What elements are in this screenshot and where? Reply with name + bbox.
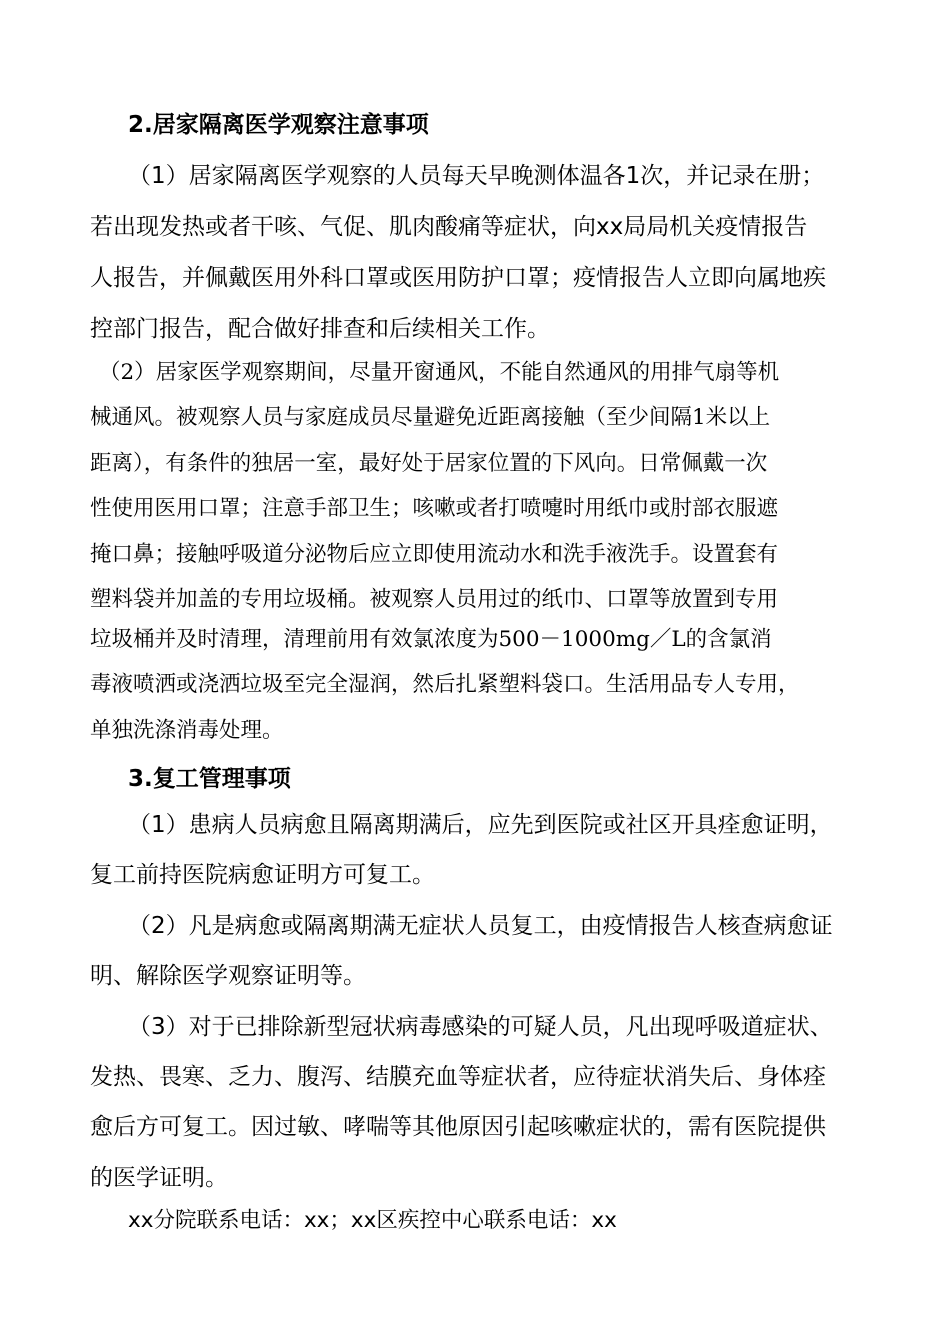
section-2-heading: 2.居家隔离医学观察注意事项 [128, 112, 429, 138]
s3-p3-line-4: 的医学证明。 [90, 1165, 228, 1191]
s2-p2-line-1: （2）居家医学观察期间，尽量开窗通风，不能自然通风的用排气扇等机 [99, 360, 780, 385]
s2-p2-line-2: 械通风。被观察人员与家庭成员尽量避免近距离接触（至少间隔1米以上 [90, 405, 771, 430]
s2-p2-line-4: 性使用医用口罩；注意手部卫生；咳嗽或者打喷嚏时用纸巾或肘部衣服遮 [90, 496, 779, 521]
s3-p3-line-3: 愈后方可复工。因过敏、哮喘等其他原因引起咳嗽症状的，需有医院提供 [90, 1114, 826, 1140]
s3-p2-line-1: （2）凡是病愈或隔离期满无症状人员复工，由疫情报告人核查病愈证 [128, 913, 833, 939]
s3-p2-line-2: 明、解除医学观察证明等。 [90, 963, 366, 989]
s3-p3-line-2: 发热、畏寒、乏力、腹泻、结膜充血等症状者，应待症状消失后、身体痊 [90, 1064, 826, 1090]
s2-p1-line-2: 若出现发热或者干咳、气促、肌肉酸痛等症状，向xx局局机关疫情报告 [90, 214, 808, 240]
s2-p1-line-4: 控部门报告，配合做好排查和后续相关工作。 [90, 316, 550, 342]
s2-p1-line-1: （1）居家隔离医学观察的人员每天早晚测体温各1次，并记录在册； [128, 163, 825, 189]
s2-p2-line-8: 毒液喷洒或浇洒垃圾至完全湿润，然后扎紧塑料袋口。生活用品专人专用， [90, 672, 800, 697]
s2-p2-line-3: 距离），有条件的独居一室，最好处于居家位置的下风向。日常佩戴一次 [90, 451, 768, 476]
s3-p3-line-1: （3）对于已排除新型冠状病毒感染的可疑人员，凡出现呼吸道症状、 [128, 1014, 833, 1040]
contact-line: xx分院联系电话：xx；xx区疾控中心联系电话：xx [128, 1208, 617, 1233]
s2-p2-line-5: 掩口鼻；接触呼吸道分泌物后应立即使用流动水和洗手液洗手。设置套有 [90, 542, 779, 567]
s2-p2-line-7: 垃圾桶并及时清理，清理前用有效氯浓度为500－1000mg／L的含氯消 [90, 627, 772, 652]
s3-p1-line-2: 复工前持医院病愈证明方可复工。 [90, 862, 435, 888]
section-3-heading: 3.复工管理事项 [128, 766, 291, 792]
s2-p1-line-3: 人报告，并佩戴医用外科口罩或医用防护口罩；疫情报告人立即向属地疾 [90, 265, 826, 291]
s3-p1-line-1: （1）患病人员病愈且隔离期满后，应先到医院或社区开具痊愈证明， [128, 812, 833, 838]
s2-p2-line-9: 单独洗涤消毒处理。 [90, 718, 284, 743]
s2-p2-line-6: 塑料袋并加盖的专用垃圾桶。被观察人员用过的纸巾、口罩等放置到专用 [90, 587, 779, 612]
